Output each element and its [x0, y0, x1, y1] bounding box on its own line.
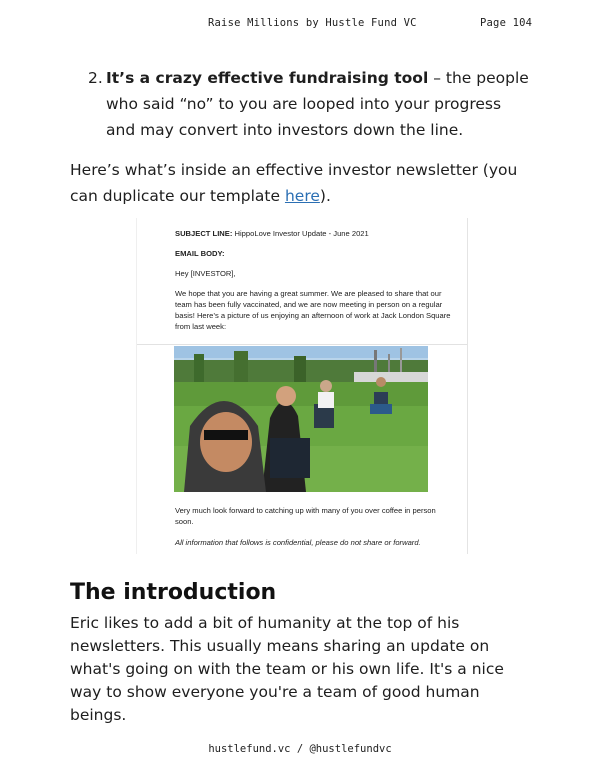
section-heading: The introduction: [70, 580, 277, 605]
paragraph-end: ).: [319, 187, 331, 205]
email-disclaimer: All information that follows is confidential, please do not share or forward.: [175, 538, 421, 547]
email-bottom: [175, 505, 445, 548]
list-item: [88, 65, 533, 143]
intro-paragraph: [70, 157, 540, 209]
team-photo: [174, 346, 428, 492]
page-header: [0, 13, 600, 35]
email-top: [175, 228, 455, 341]
email-intro: We hope that you are having a great summer. We are pleased to share that our team has been fully vaccinated, and we are now meeting in person on a regular basis! Here’s a picture of us enjoying an afternoon of work at Jack London Square from last week:: [175, 289, 451, 331]
book-title: Raise Millions by Hustle Fund VC: [208, 17, 417, 29]
section-body: Eric likes to add a bit of humanity at the top of his newsletters. This usually means sharing an update on what's going on with the team or his own life. It's a nice way to show everyone you're a team of good human beings.: [70, 614, 504, 724]
email-greeting: Hey [INVESTOR],: [175, 269, 236, 278]
divider: [137, 344, 467, 345]
page-number: Page 104: [480, 17, 533, 29]
email-body-label: [175, 248, 455, 259]
subject-line: [175, 228, 455, 239]
email-closing: Very much look forward to catching up with many of you over coffee in person soon.: [175, 506, 436, 526]
template-link[interactable]: here: [284, 187, 320, 205]
page-footer: hustlefund.vc / @hustlefundvc: [208, 743, 392, 755]
paragraph-text: Here’s what’s inside an effective investor newsletter (you can duplicate our template: [70, 161, 518, 205]
subject-value: HippoLove Investor Update - June 2021: [232, 229, 369, 238]
subject-label: SUBJECT LINE:: [175, 229, 233, 238]
list-number: 2.: [88, 69, 103, 87]
list-rest: – the people who said “no” to you are looped into your progress and may convert into investors down the line.: [106, 69, 529, 139]
list-bold-lead: It’s a crazy effective fundraising tool: [106, 69, 429, 87]
body-label: EMAIL BODY:: [175, 249, 225, 258]
list-text: [106, 65, 533, 143]
